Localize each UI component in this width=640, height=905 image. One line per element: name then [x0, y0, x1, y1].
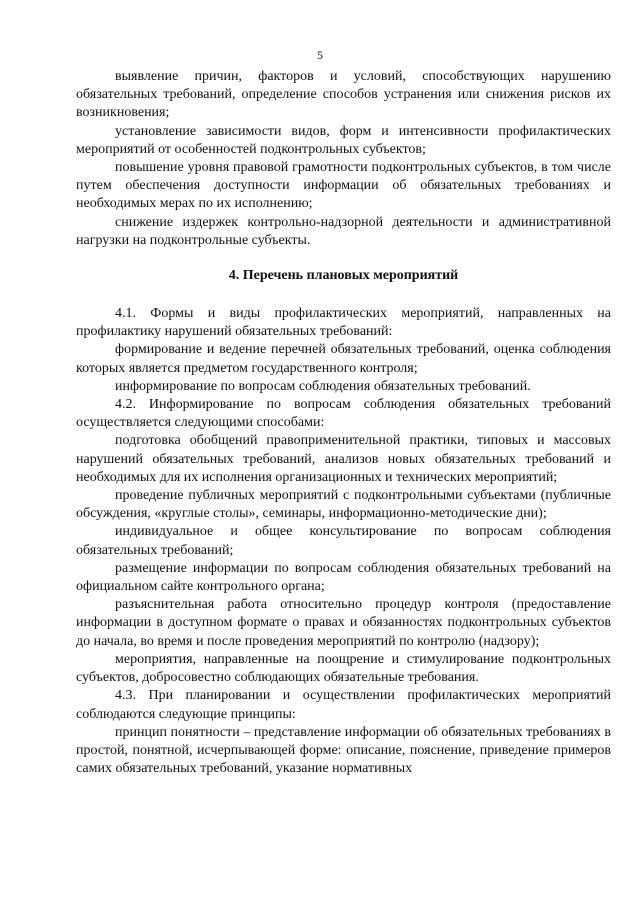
paragraph: принцип понятности – представление информации об обязательных требованиях в простой, понятной, исчерпывающей форме: описание, пояснение, приведение примеров самих обязательных требований, указание нормативных: [76, 724, 611, 777]
paragraph: индивидуальное и общее консультирование по вопросам соблюдения обязательных требований;: [76, 524, 611, 558]
paragraph: информирование по вопросам соблюдения обязательных требований.: [115, 378, 531, 394]
paragraph: снижение издержек контрольно-надзорной деятельности и административной нагрузки на подконтрольные субъекты.: [76, 214, 611, 248]
paragraph: повышение уровня правовой грамотности подконтрольных субъектов, в том числе путем обеспечения доступности информации об обязательных требованиях и необходимых мерах по их исполнению;: [76, 160, 611, 212]
paragraph: проведение публичных мероприятий с подконтрольными субъектами (публичные обсуждения, «круглые столы», семинары, информационно-методические дни);: [76, 488, 611, 522]
page-number: 5: [317, 48, 323, 62]
paragraph: мероприятия, направленные на поощрение и стимулирование подконтрольных субъектов, добросовестно соблюдающих обязательные требования.: [76, 651, 611, 686]
paragraph: 4.1. Формы и виды профилактических мероприятий, направленных на профилактику нарушений обязательных требований:: [76, 306, 611, 340]
document-body: [76, 68, 611, 778]
paragraph: размещение информации по вопросам соблюдения обязательных требований на официальном сайте контрольного органа;: [76, 560, 611, 595]
paragraph: разъяснительная работа относительно процедур контроля (предоставление информации в доступном формате о правах и обязанностях подконтрольных субъектов до начала, во время и после проведения мероприятий по контролю (надзору);: [76, 597, 611, 649]
paragraph: установление зависимости видов, форм и интенсивности профилактических мероприятий от особенностей подконтрольных субъектов;: [76, 123, 611, 157]
paragraph: 4.2. Информирование по вопросам соблюдения обязательных требований осуществляется следующими способами:: [76, 397, 611, 431]
paragraph: 4.3. При планировании и осуществлении профилактических мероприятий соблюдаются следующие принципы:: [76, 688, 611, 722]
section-heading: 4. Перечень плановых мероприятий: [228, 268, 459, 284]
paragraph: подготовка обобщений правоприменительной практики, типовых и массовых нарушений обязательных требований, анализов новых обязательных требований и необходимых для их исполнения организационных и технических мероприятий;: [76, 433, 611, 485]
paragraph: формирование и ведение перечней обязательных требований, оценка соблюдения которых является предметом государственного контроля;: [76, 342, 611, 376]
paragraph: выявление причин, факторов и условий, способствующих нарушению обязательных требований, определение способов устранения или снижения рисков их возникновения;: [76, 69, 611, 121]
